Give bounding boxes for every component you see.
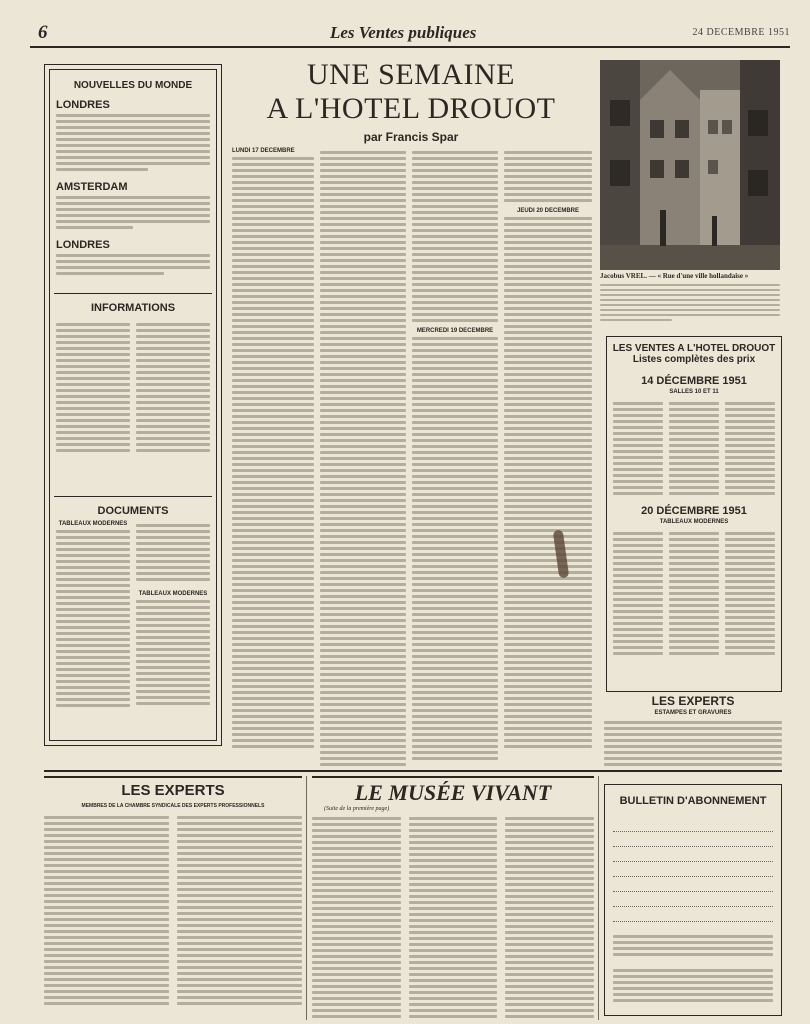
experts-right-title: LES EXPERTS xyxy=(651,694,735,708)
bulletin-field-6[interactable] xyxy=(613,892,773,907)
ventes-salle-1: SALLES 10 ET 11 xyxy=(669,389,719,395)
documents-title: DOCUMENTS xyxy=(97,505,169,517)
painting-photo xyxy=(600,60,780,270)
nouvelles-title: NOUVELLES DU MONDE xyxy=(73,80,193,91)
bulletin-title: BULLETIN D'ABONNEMENT xyxy=(619,795,767,807)
bottom-section-rule xyxy=(44,770,782,772)
bulletin-field-2[interactable] xyxy=(613,832,773,847)
experts-bottom-section xyxy=(44,776,302,1022)
article-byline: par Francis Spar xyxy=(363,130,459,144)
bulletin-field-3[interactable] xyxy=(613,847,773,862)
experts-right-subtitle: ESTAMPES ET GRAVURES xyxy=(654,710,732,716)
page-header xyxy=(30,22,790,48)
musee-lead: (Suite de la première page) xyxy=(324,806,390,812)
article-column-4 xyxy=(504,148,592,768)
experts-right-section xyxy=(604,694,782,776)
left-column-inner xyxy=(49,69,217,741)
article-headline xyxy=(232,58,590,126)
city-londres-2: LONDRES xyxy=(56,239,110,251)
photo-caption xyxy=(600,272,780,327)
bulletin-abonnement-box xyxy=(604,784,782,1016)
documents-subtitle-1: TABLEAUX MODERNES xyxy=(58,521,128,527)
article-column-2 xyxy=(320,148,406,768)
bottom-divider-1 xyxy=(306,776,307,1020)
musee-vivant-section xyxy=(312,776,594,1022)
musee-title: LE MUSÉE VIVANT xyxy=(354,780,552,805)
headline-line-1: UNE SEMAINE xyxy=(307,58,515,91)
nouvelles-informations-documents-box xyxy=(44,64,222,746)
amsterdam-text xyxy=(56,193,210,239)
ventes-date-1: 14 DÉCEMBRE 1951 xyxy=(641,375,747,387)
bulletin-field-4[interactable] xyxy=(613,862,773,877)
ventes-price-list-1 xyxy=(607,395,781,497)
ventes-salle-2: TABLEAUX MODERNES xyxy=(659,519,729,525)
ventes-subtitle: Listes complètes des prix xyxy=(632,354,756,365)
bulletin-form xyxy=(605,807,781,1006)
ventes-prices-box xyxy=(606,336,782,692)
page-number: 6 xyxy=(38,22,48,43)
subhead-lundi: LUNDI 17 DECEMBRE xyxy=(232,148,295,154)
experts-bottom-lists xyxy=(44,813,302,1009)
photo-caption-lead: Jacobus VREL. — « Rue d'une ville hollandaise » xyxy=(600,272,749,280)
ventes-title: LES VENTES A L'HOTEL DROUOT xyxy=(612,343,776,354)
informations-title: INFORMATIONS xyxy=(90,302,176,314)
documents-body xyxy=(50,517,216,727)
informations-body xyxy=(50,314,216,490)
article-column-1 xyxy=(232,148,314,768)
musee-body xyxy=(312,814,594,1020)
documents-subtitle-2: TABLEAUX MODERNES xyxy=(138,591,208,597)
londres-text-2 xyxy=(56,251,210,287)
headline-line-2: A L'HOTEL DROUOT xyxy=(266,92,556,125)
issue-date: 24 DECEMBRE 1951 xyxy=(692,27,790,38)
experts-bottom-title: LES EXPERTS xyxy=(121,782,225,799)
bulletin-field-7[interactable] xyxy=(613,907,773,922)
londres-text-1 xyxy=(56,111,210,181)
experts-bottom-subtitle: MEMBRES DE LA CHAMBRE SYNDICALE DES EXPERTS PROFESSIONNELS xyxy=(81,803,265,809)
ventes-price-list-2 xyxy=(607,525,781,659)
bulletin-field-1[interactable] xyxy=(613,817,773,832)
article-column-3 xyxy=(412,148,498,768)
city-londres-1: LONDRES xyxy=(56,99,110,111)
nouvelles-body xyxy=(50,91,216,287)
subhead-jeudi: JEUDI 20 DECEMBRE xyxy=(516,208,579,214)
publication-title: Les Ventes publiques xyxy=(330,23,477,42)
subhead-mercredi: MERCREDI 19 DECEMBRE xyxy=(416,328,494,334)
city-amsterdam: AMSTERDAM xyxy=(56,181,128,193)
bulletin-field-5[interactable] xyxy=(613,877,773,892)
bottom-divider-2 xyxy=(598,776,599,1020)
street-scene-illustration xyxy=(600,60,780,270)
ventes-date-2: 20 DÉCEMBRE 1951 xyxy=(641,505,747,517)
